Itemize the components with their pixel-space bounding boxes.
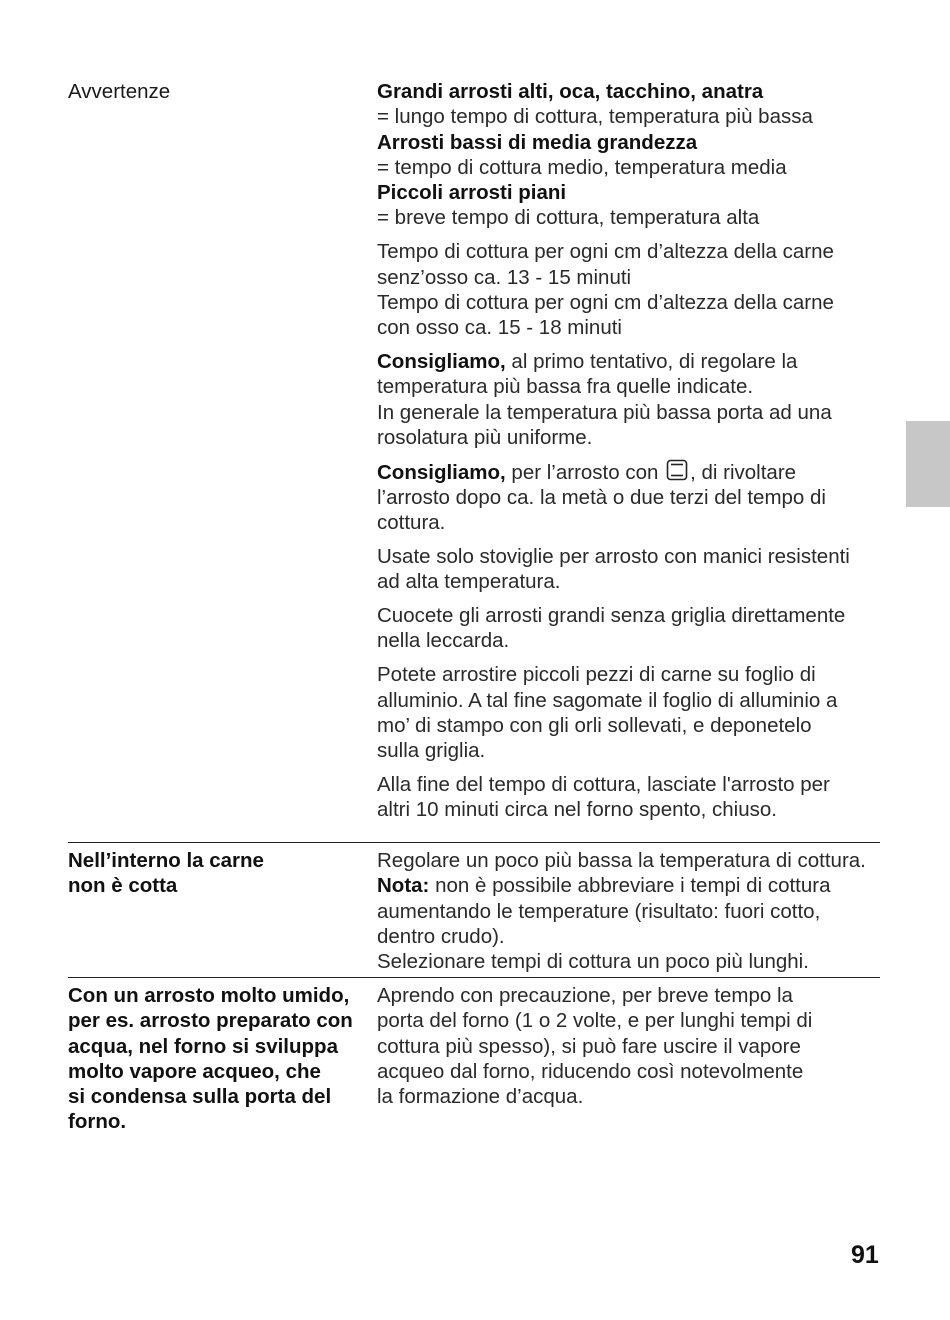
text-line: [377, 349, 882, 374]
tip-resting: [377, 772, 882, 823]
tip-aluminium-foil: [377, 662, 882, 763]
text-span: non è possibile abbreviare i tempi di cottura: [429, 874, 831, 898]
text-line: dentro crudo).: [377, 924, 505, 948]
roast-type-large-desc: = lungo tempo di cottura, temperatura più bassa: [377, 105, 813, 129]
text-line: l’arrosto dopo ca. la metà o due terzi del tempo di: [377, 485, 826, 509]
text-line: altri 10 minuti circa nel forno spento, chiuso.: [377, 798, 777, 822]
note-keyword: Nota:: [377, 874, 430, 898]
text-line: Regolare un poco più bassa la temperatura di cottura.: [377, 849, 866, 872]
cooking-time-per-cm: [377, 239, 882, 340]
roast-type-small: Piccoli arrosti piani: [377, 181, 567, 205]
text-line: sulla griglia.: [377, 739, 486, 763]
text-line: porta del forno (1 o 2 volte, e per lunghi tempi di: [377, 1009, 813, 1033]
text-line: alluminio. A tal fine sagomate il foglio di alluminio a: [377, 688, 838, 712]
page-number: 91: [851, 1241, 879, 1269]
oven-top-bottom-heat-icon: [666, 459, 688, 481]
label-avvertenze: Avvertenze: [68, 80, 171, 103]
tip-lower-temperature: [377, 349, 882, 450]
roast-type-large: Grandi arrosti alti, oca, tacchino, anatra: [377, 80, 764, 103]
roast-type-medium: Arrosti bassi di media grandezza: [377, 130, 698, 154]
text-line: Tempo di cottura per ogni cm d’altezza della carne: [377, 240, 834, 264]
roast-type-small-desc: = breve tempo di cottura, temperatura alta: [377, 206, 760, 230]
tip-cookware: [377, 544, 882, 595]
avvertenze-content: [377, 79, 882, 831]
text-line: ad alta temperatura.: [377, 570, 561, 594]
text-line: si condensa sulla porta del: [68, 1085, 332, 1109]
text-line: rosolatura più uniforme.: [377, 425, 593, 449]
text-line: Selezionare tempi di cottura un poco più lunghi.: [377, 950, 809, 974]
text-line: la formazione d’acqua.: [377, 1085, 584, 1109]
text-line: temperatura più bassa fra quelle indicate.: [377, 375, 754, 399]
text-line: non è cotta: [68, 874, 178, 898]
problem-label: [68, 848, 368, 899]
chapter-tab: [906, 421, 950, 507]
text-line: acqua, nel forno si sviluppa: [68, 1034, 338, 1058]
remedy-text: [377, 983, 882, 1109]
text-line: cottura.: [377, 511, 446, 535]
text-line: forno.: [68, 1110, 127, 1134]
text-line: molto vapore acqueo, che: [68, 1059, 321, 1083]
text-line: [377, 873, 882, 898]
text-line: Aprendo con precauzione, per breve tempo la: [377, 984, 793, 1007]
text-line: Cuocete gli arrosti grandi senza griglia direttamente: [377, 604, 846, 628]
text-span: per l’arrosto con: [505, 460, 665, 484]
text-line: senz’osso ca. 13 - 15 minuti: [377, 265, 632, 289]
text-line: Alla fine del tempo di cottura, lasciate l'arrosto per: [377, 772, 830, 796]
tip-large-roasts: [377, 603, 882, 654]
text-span: , di rivoltare: [690, 460, 797, 484]
text-line: mo’ di stampo con gli orli sollevati, e deponetelo: [377, 713, 812, 737]
roast-type-medium-desc: = tempo di cottura medio, temperatura media: [377, 155, 787, 179]
text-line: cottura più spesso), si può fare uscire il vapore: [377, 1034, 801, 1058]
text-line: Tempo di cottura per ogni cm d’altezza della carne: [377, 290, 834, 314]
text-span: al primo tentativo, di regolare la: [505, 349, 798, 373]
tip-keyword: Consigliamo,: [377, 349, 506, 373]
tip-turn-roast: [377, 459, 882, 536]
remedy-text: [377, 848, 882, 974]
text-line: con osso ca. 15 - 18 minuti: [377, 316, 622, 340]
text-line: per es. arrosto preparato con: [68, 1009, 353, 1033]
text-line: acqueo dal forno, riducendo così notevolmente: [377, 1059, 804, 1083]
text-line: nella leccarda.: [377, 629, 510, 653]
divider: [68, 977, 880, 978]
text-line: Potete arrostire piccoli pezzi di carne su foglio di: [377, 663, 816, 687]
text-line: [377, 459, 882, 485]
text-line: In generale la temperatura più bassa porta ad una: [377, 400, 832, 424]
tip-keyword: Consigliamo,: [377, 460, 506, 484]
text-line: Nell’interno la carne: [68, 849, 264, 872]
text-line: Con un arrosto molto umido,: [68, 984, 350, 1007]
roast-types: [377, 79, 882, 231]
divider: [68, 842, 880, 843]
text-line: aumentando le temperature (risultato: fuori cotto,: [377, 899, 821, 923]
problem-label: [68, 983, 368, 1135]
text-line: Usate solo stoviglie per arrosto con manici resistenti: [377, 545, 850, 569]
